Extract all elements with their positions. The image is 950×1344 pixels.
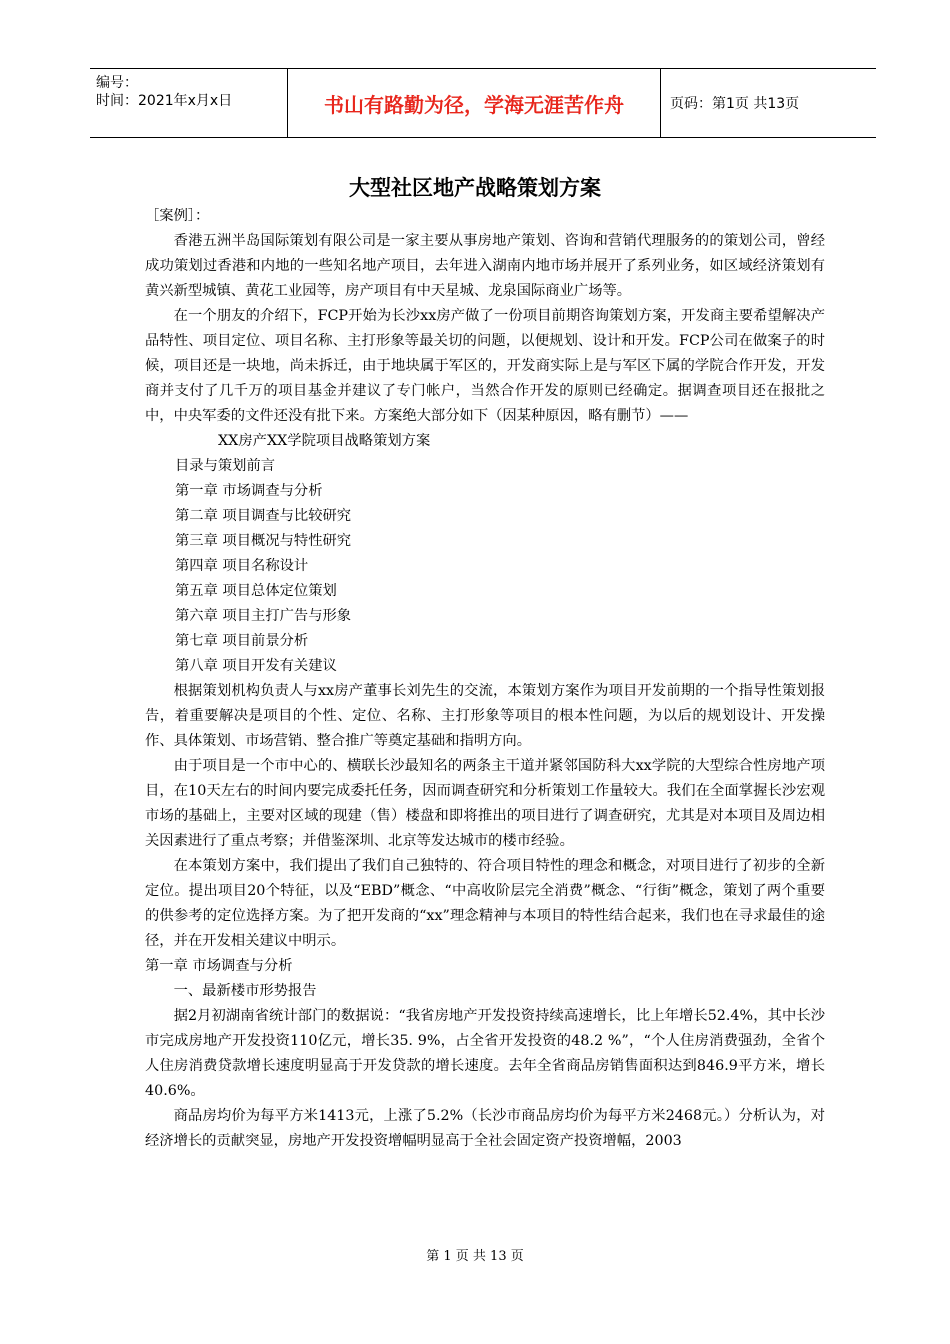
paragraph-preface: 根据策划机构负责人与xx房产董事长刘先生的交流，本策划方案作为项目开发前期的一个指导性策划报告，着重要解决是项目的个性、定位、名称、主打形象等项目的根本性问题，为以后的规划设计、开发操作、具体策划、市场营销、整合推广等奠定基础和指明方向。 [145,683,825,749]
toc-item: 第一章 市场调查与分析 [175,483,323,499]
case-label: ［案例］： [145,208,210,224]
paragraph-company-intro: 香港五洲半岛国际策划有限公司是一家主要从事房地产策划、咨询和营销代理服务的的策划公司，曾经成功策划过香港和内地的一些知名地产项目，去年进入湖南内地市场并展开了系列业务，如区域经济策划有黄兴新型城镇、黄花工业园等，房产项目有中天星城、龙泉国际商业广场等。 [145,233,825,299]
toc-item: 第七章 项目前景分析 [175,633,309,649]
toc-item: 第二章 项目调查与比较研究 [175,508,352,524]
toc-item: 第八章 项目开发有关建议 [175,658,337,674]
page-header [90,68,876,138]
header-page-info: 页码：第1页 共13页 [670,96,800,112]
plan-subtitle: XX房产XX学院项目战略策划方案 [218,433,431,449]
chapter-heading: 第一章 市场调查与分析 [145,958,293,974]
toc-item: 第六章 项目主打广告与形象 [175,608,352,624]
page-footer: 第 1 页 共 13 页 [426,1249,524,1264]
document-title: 大型社区地产战略策划方案 [349,176,601,200]
section-heading: 一、最新楼市形势报告 [173,983,317,999]
paragraph-research: 由于项目是一个市中心的、横联长沙最知名的两条主干道并紧邻国防科大xx学院的大型综合性房地产项目，在10天左右的时间内要完成委托任务，因而调查研究和分析策划工作量较大。我们在全面掌握长沙宏观市场的基础上，主要对区域的现建（售）楼盘和即将推出的项目进行了调查研究，尤其是对本项目及周边相关因素进行了重点考察；并借鉴深圳、北京等发达城市的楼市经验。 [145,758,825,849]
toc-item: 第四章 项目名称设计 [175,558,309,574]
toc-item: 目录与策划前言 [175,458,276,474]
header-motto-cell [287,69,661,137]
document-number-label: 编号： [96,75,138,91]
header-meta [90,69,287,137]
toc-item: 第五章 项目总体定位策划 [175,583,337,599]
paragraph-concepts: 在本策划方案中，我们提出了我们自己独特的、符合项目特性的理念和概念，对项目进行了初步的全新定位。提出项目20个特征，以及“EBD”概念、“中高收阶层完全消费”概念、“行街”概念，策划了两个重要的供参考的定位选择方案。为了把开发商的“xx”理念精神与本项目的特性结合起来，我们也在寻求最佳的途径，并在开发相关建议中明示。 [145,858,825,949]
header-motto: 书山有路勤为径，学海无涯苦作舟 [324,92,624,117]
document-body [145,204,825,1154]
paragraph-project-background: 在一个朋友的介绍下，FCP开始为长沙xx房产做了一份项目前期咨询策划方案，开发商主要希望解决产品特性、项目定位、项目名称、主打形象等最关切的问题，以便规划、设计和开发。FCP公司在做案子的时候，项目还是一块地，尚未拆迁，由于地块属于军区的，开发商实际上是与军区下属的学院合作开发，开发商并支付了几千万的项目基金并建议了专门帐户，当然合作开发的原则已经确定。据调查项目还在报批之中，中央军委的文件还没有批下来。方案绝大部分如下（因某种原因，略有删节）—— [145,308,825,424]
document-time-label: 时间：2021年x月x日 [96,93,233,109]
toc-item: 第三章 项目概况与特性研究 [175,533,352,549]
paragraph-statistics: 据2月初湖南省统计部门的数据说：“我省房地产开发投资持续高速增长，比上年增长52.4%，其中长沙市完成房地产开发投资110亿元，增长35. 9%，占全省开发投资的48.2 %”，“个人住房消费强劲，全省个人住房消费贷款增长速度明显高于开发贷款的增长速度。去年全省商品房销售面积达到846.9平方米，增长40.6%。 [145,1008,825,1099]
paragraph-prices: 商品房均价为每平方米1413元，上涨了5.2%（长沙市商品房均价为每平方米2468元。）分析认为，对经济增长的贡献突显，房地产开发投资增幅明显高于全社会固定资产投资增幅，2003 [145,1108,825,1149]
